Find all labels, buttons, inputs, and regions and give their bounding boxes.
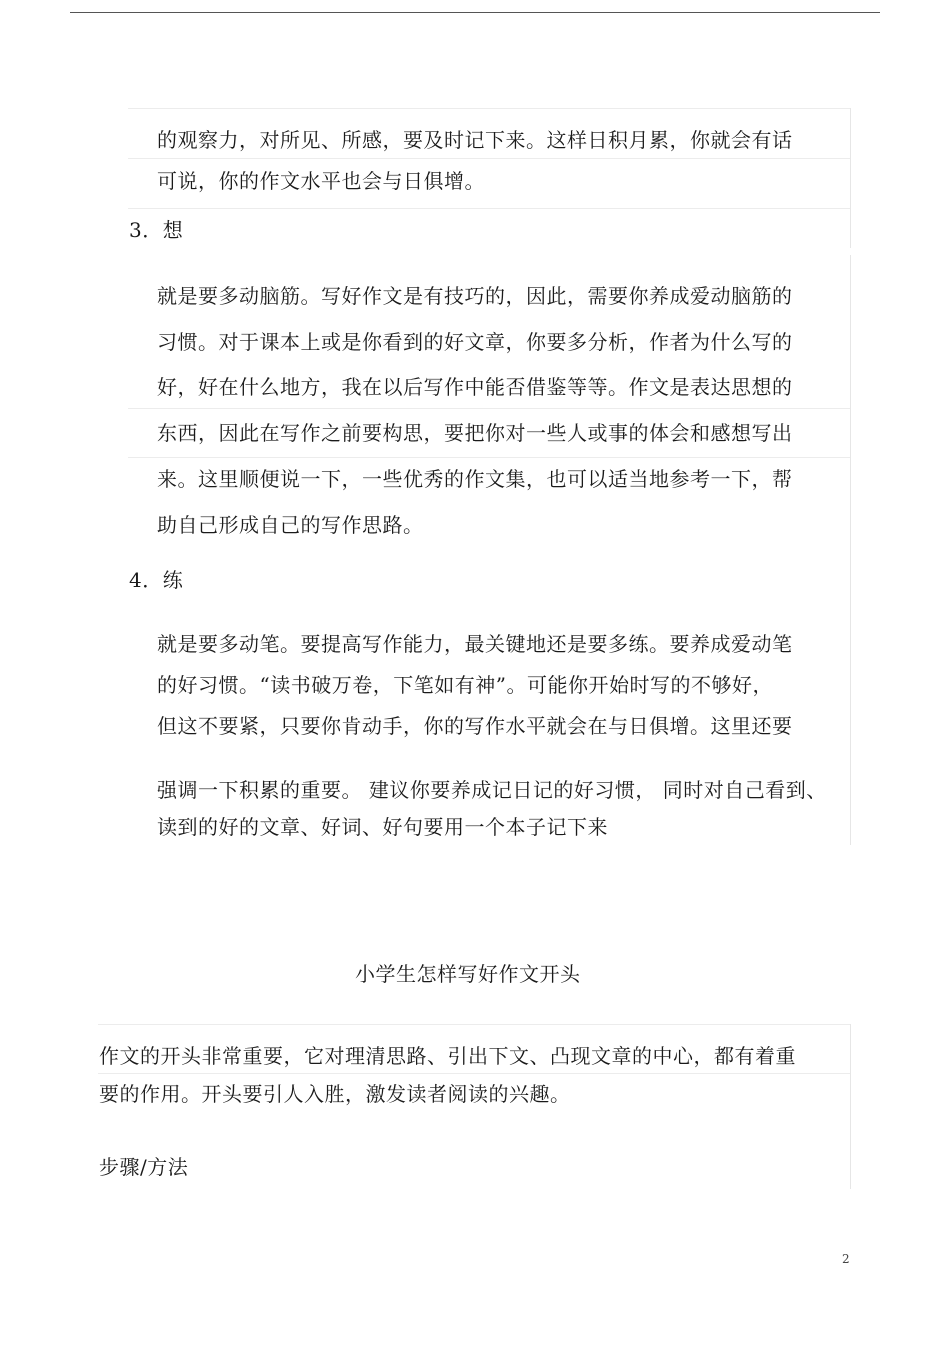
scan-rule [128, 457, 850, 458]
paragraph-line: 作文的开头非常重要，它对理清思路、引出下文、凸现文章的中心，都有着重 [99, 1044, 796, 1068]
paragraph-line: 好，好在什么地方，我在以后写作中能否借鉴等等。作文是表达思想的 [157, 375, 793, 399]
paragraph-line: 来。这里顺便说一下，一些优秀的作文集，也可以适当地参考一下，帮 [157, 467, 793, 491]
paragraph-line: 习惯。对于课本上或是你看到的好文章，你要多分析，作者为什么写的 [157, 330, 793, 354]
scan-rule [128, 108, 850, 109]
scan-rule [98, 1024, 850, 1025]
paragraph-line: 就是要多动笔。要提高写作能力，最关键地还是要多练。要养成爱动笔 [157, 632, 793, 656]
paragraph-line: 但这不要紧，只要你肯动手，你的写作水平就会在与日俱增。这里还要 [157, 714, 793, 738]
header-rule [70, 12, 880, 13]
paragraph-line: 助自己形成自己的写作思路。 [157, 513, 424, 537]
article-title: 小学生怎样写好作文开头 [355, 962, 581, 986]
paragraph-line: 要的作用。开头要引人入胜，激发读者阅读的兴趣。 [99, 1082, 571, 1106]
paragraph-line: 的好习惯。“读书破万卷，下笔如有神”。可能你开始时写的不够好， [157, 673, 773, 697]
paragraph-line: 的观察力，对所见、所感，要及时记下来。这样日积月累，你就会有话 [157, 128, 793, 152]
scan-rule [128, 158, 850, 159]
steps-heading: 步骤/方法 [99, 1155, 189, 1179]
scan-rule [128, 408, 850, 409]
paragraph-line: 读到的好的文章、好词、好句要用一个本子记下来 [157, 815, 608, 839]
scan-rule [128, 208, 850, 209]
scan-rule [850, 108, 851, 248]
paragraph-line: 强调一下积累的重要。 建议你要养成记日记的好习惯， 同时对自己看到、 [157, 778, 827, 802]
page-number: 2 [842, 1252, 850, 1266]
section-heading: 3．想 [129, 218, 184, 242]
scan-rule [98, 1073, 850, 1074]
paragraph-line: 东西，因此在写作之前要构思，要把你对一些人或事的体会和感想写出 [157, 421, 793, 445]
section-heading: 4．练 [129, 568, 184, 592]
paragraph-line: 就是要多动脑筋。写好作文是有技巧的，因此，需要你养成爱动脑筋的 [157, 284, 793, 308]
scan-rule [850, 255, 851, 845]
paragraph-line: 可说，你的作文水平也会与日俱增。 [157, 169, 485, 193]
scan-rule [850, 1024, 851, 1189]
